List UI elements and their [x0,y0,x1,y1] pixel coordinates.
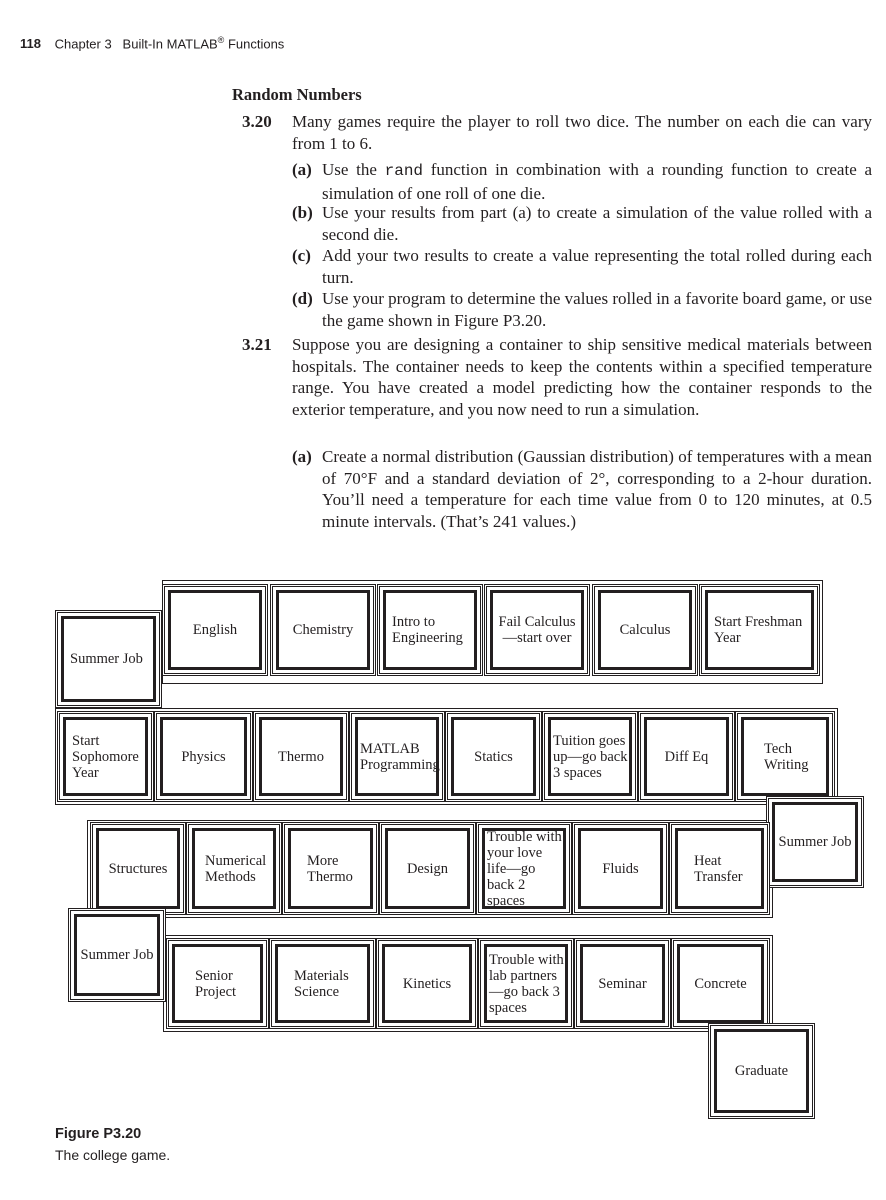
part-label: (a) [292,160,312,179]
space-matlab-programming: MATLAB Programming [349,711,445,802]
problem-number: 3.20 [242,112,272,131]
space-seminar: Seminar [574,938,671,1029]
space-calculus: Calculus [592,584,698,676]
part-label: (c) [292,246,311,265]
part-text: Use your program to determine the values rolled in a favorite board game, or use the game shown in Figure P3.20. [322,289,872,330]
figure-caption: The college game. [55,1147,171,1163]
space-fail-calculus: Fail Calculus —start over [484,584,590,676]
space-tuition-goes-up: Tuition goes up—go back 3 spaces [542,711,638,802]
part-label: (d) [292,289,313,308]
space-concrete: Concrete [671,938,770,1029]
space-tech-writing: Tech Writing [735,711,835,802]
space-numerical-methods: Numerical Methods [186,822,282,915]
problem-text: Many games require the player to roll two dice. The number on each die can vary from 1 to 6. [292,112,872,153]
section-title: Random Numbers [232,85,362,104]
space-structures: Structures [90,822,186,915]
chapter-title-prefix: Built-In MATLAB [122,36,218,52]
space-chemistry: Chemistry [270,584,376,676]
problem-number: 3.21 [242,335,272,354]
registered-mark: ® [217,35,225,45]
code-rand: rand [384,162,424,180]
space-summer-job-3: Summer Job [68,908,166,1002]
page-number: 118 [20,36,41,52]
problem-text: Suppose you are designing a container to ship sensitive medical materials between hospitals. The container needs to keep the contents within a specified temperature range. You have created a model predicting how the container responds to the exterior temperature, and you now need to run a simulation. [292,335,872,419]
part-label: (a) [292,447,312,466]
part-text: Use your results from part (a) to create a simulation of the value rolled with a second die. [322,203,872,244]
part-label: (b) [292,203,313,222]
space-start-sophomore-year: Start Sophomore Year [57,711,154,802]
running-head [20,35,284,51]
space-statics: Statics [445,711,542,802]
chapter-label: Chapter 3 [54,36,112,52]
space-kinetics: Kinetics [376,938,478,1029]
space-thermo: Thermo [253,711,349,802]
space-intro-to-engineering: Intro to Engineering [377,584,483,676]
space-fluids: Fluids [572,822,669,915]
space-physics: Physics [154,711,253,802]
space-senior-project: Senior Project [166,938,269,1029]
space-start-freshman-year: Start Freshman Year [699,584,820,676]
space-english: English [162,584,268,676]
chapter-title-suffix: Functions [227,36,285,52]
space-trouble-love-life: Trouble with your love life—go back 2 spaces [476,822,572,915]
space-materials-science: Materials Science [269,938,376,1029]
space-summer-job-1: Summer Job [55,610,162,708]
space-heat-transfer: Heat Transfer [669,822,770,915]
part-text: Create a normal distribution (Gaussian distribution) of temperatures with a mean of 70°F and a standard deviation of 2°, corresponding to a 2-hour duration. You’ll need a temperature for each time value from 0 to 120 minutes, at 0.5 minute intervals. (That’s 241 values.) [322,447,872,531]
space-trouble-lab-partners: Trouble with lab partners—go back 3 spaces [478,938,574,1029]
part-text: Add your two results to create a value representing the total rolled during each turn. [322,246,872,287]
figure-label: Figure P3.20 [55,1126,142,1142]
space-graduate: Graduate [708,1023,815,1119]
space-design: Design [379,822,476,915]
space-more-thermo: More Thermo [282,822,379,915]
space-summer-job-2: Summer Job [766,796,864,888]
part-text: Use the rand function in combination with a rounding function to create a simulation of one roll of one die. [322,160,872,203]
space-diff-eq: Diff Eq [638,711,735,802]
